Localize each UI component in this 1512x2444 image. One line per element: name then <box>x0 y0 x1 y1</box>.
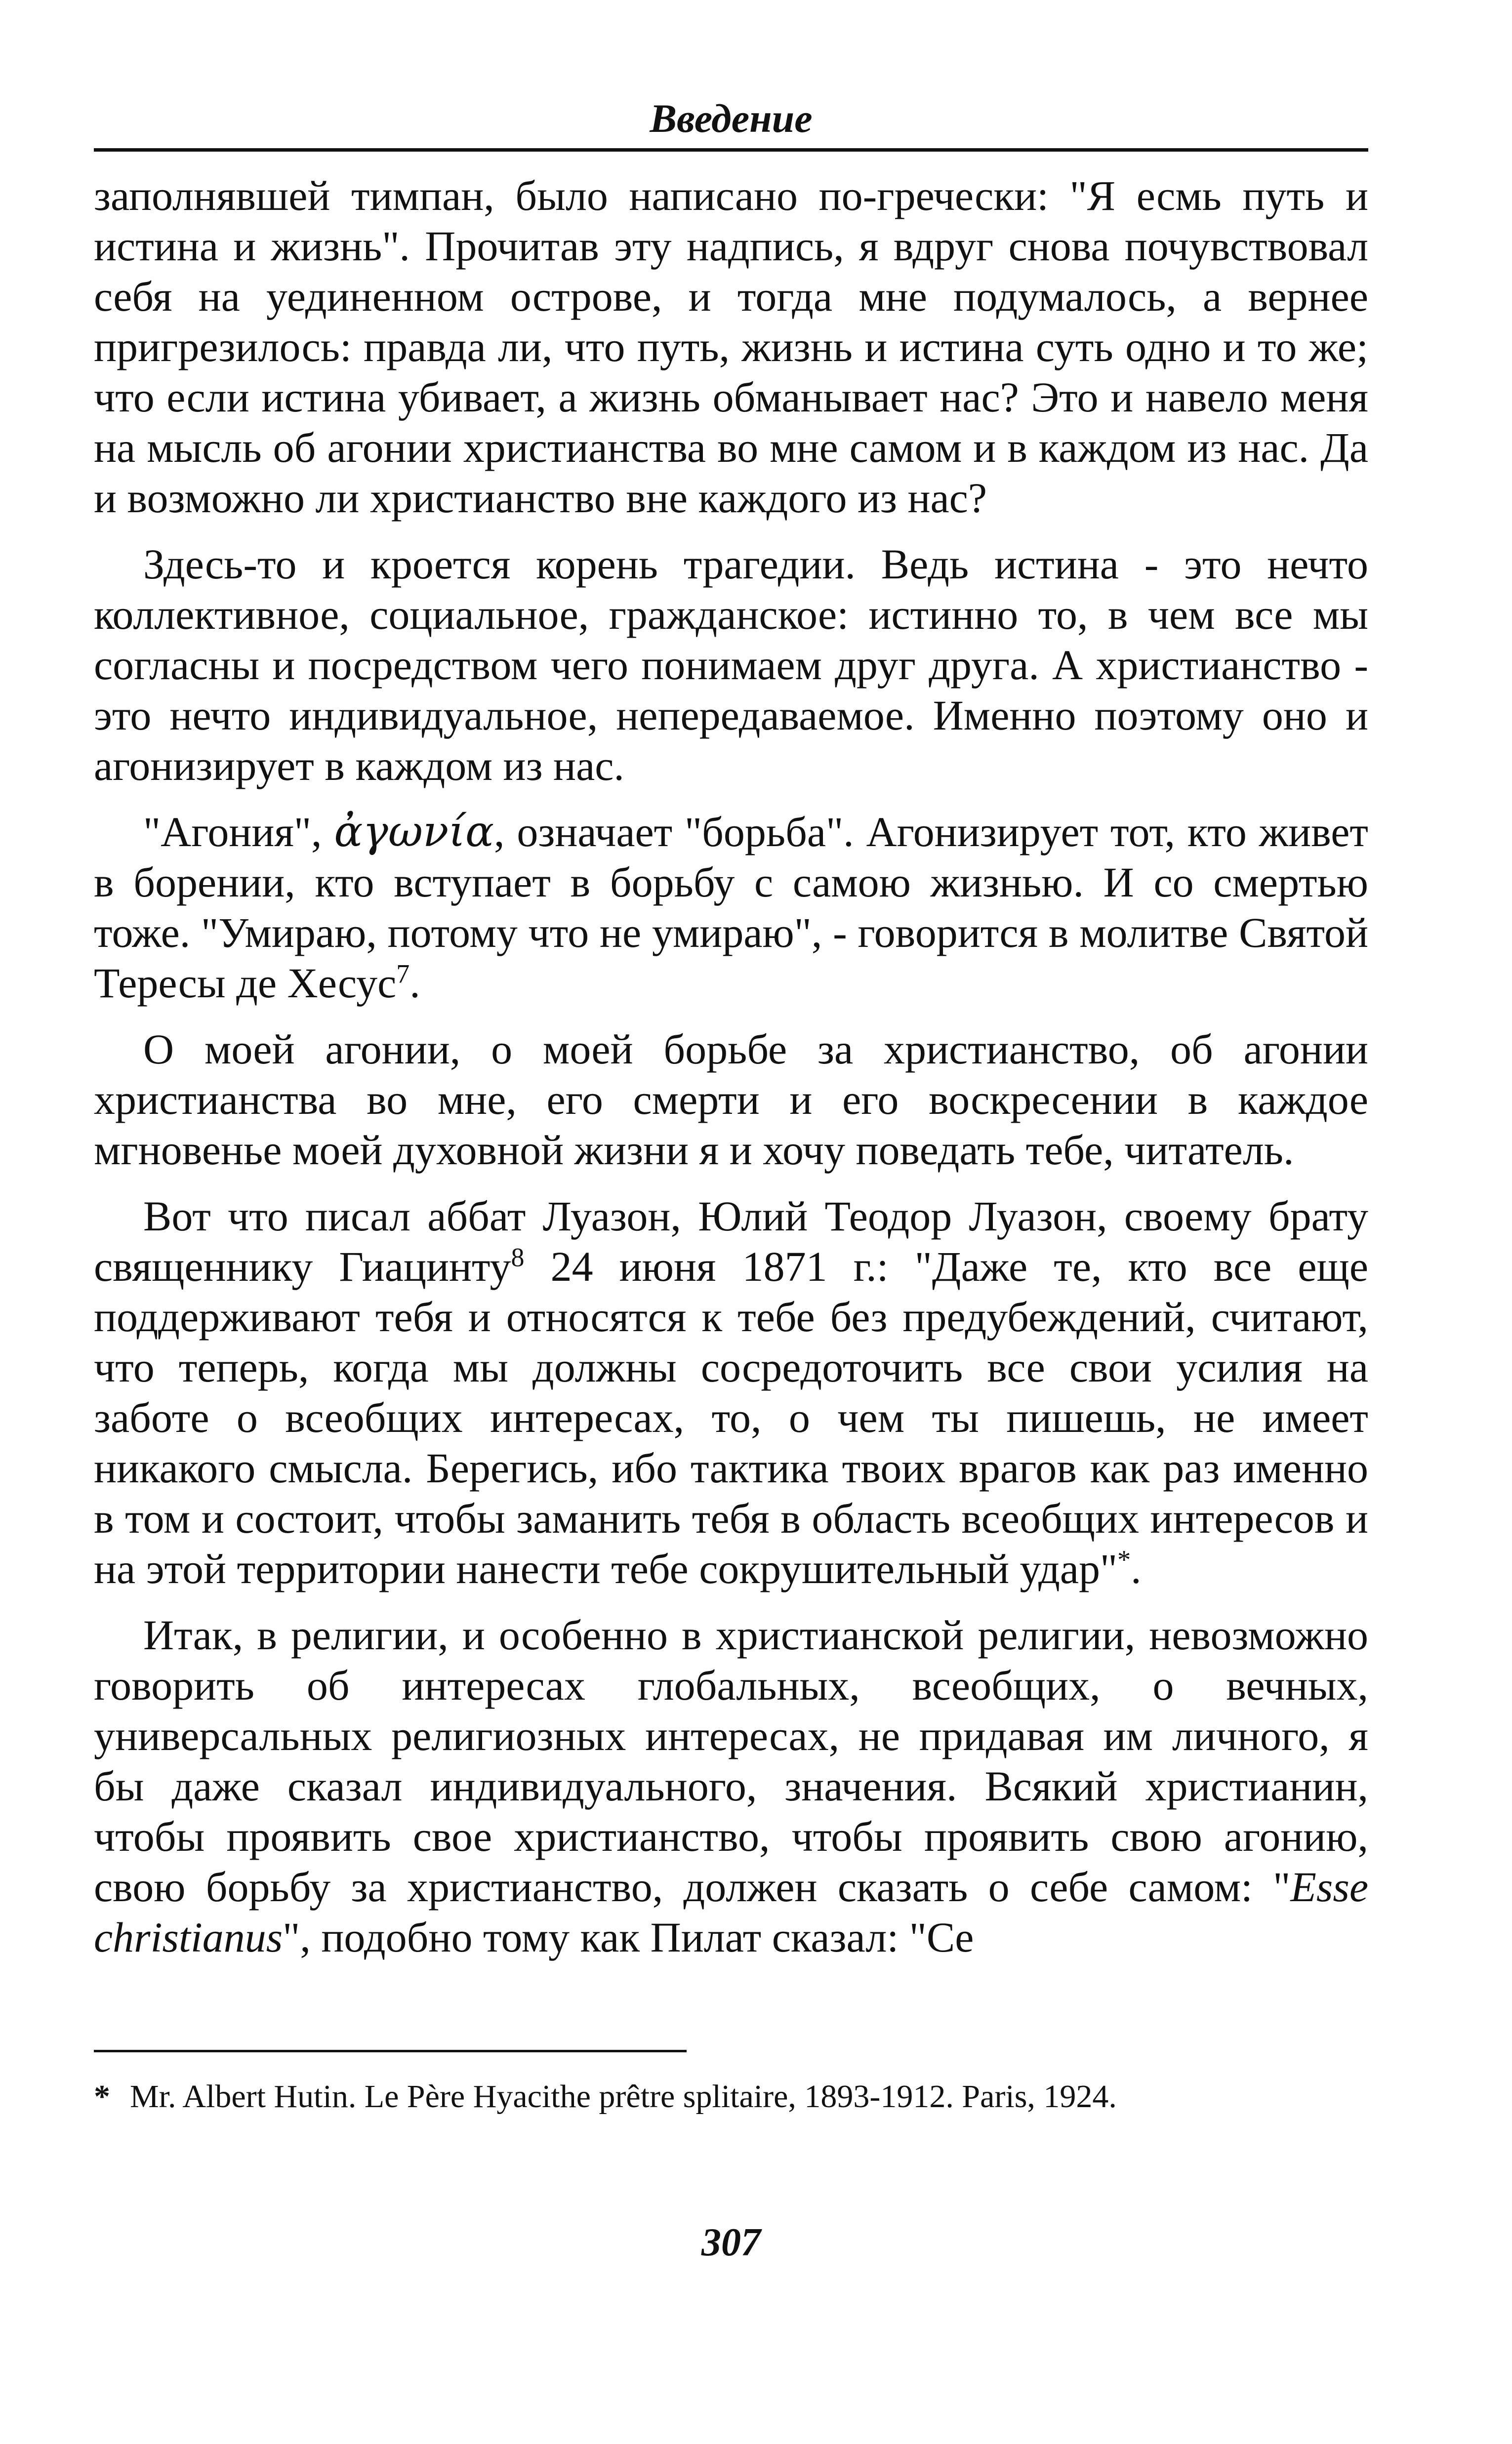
paragraph-4: О моей агонии, о моей борьбе за христианство, об агонии христианства во мне, его смерти и его воскресении в каждое мгновенье моей духовной жизни я и хочу поведать тебе, читатель. <box>94 1025 1368 1174</box>
paragraph-5-text-b: 24 июня 1871 г.: "Даже те, кто все еще поддерживают тебя и относятся к тебе без предубеждений, считают, что теперь, когда мы должны сосредоточить все свои усилия на заботе о всеобщих интересах, то, о чем ты пишешь, не имеет никакого смысла. Берегись, ибо тактика твоих врагов как раз именно в том и состоит, чтобы заманить тебя в область всеобщих интересов и на этой территории нанести тебе сокрушительный удар" <box>94 1243 1368 1592</box>
header-rule <box>94 148 1368 152</box>
paragraph-2: Здесь-то и кроется корень трагедии. Ведь истина - это нечто коллективное, социальное, гражданское: истинно то, в чем все мы согласны и посредством чего понимаем друг друга. А христианство - это нечто индивидуальное, непередаваемое. Именно поэтому оно и агонизирует в каждом из нас. <box>94 540 1368 789</box>
footnote-mark: * <box>94 2078 110 2115</box>
page-number: 307 <box>701 2221 761 2264</box>
paragraph-5 <box>94 1191 1368 1594</box>
paragraph-5-text-a: Вот что писал аббат Луазон, Юлий Теодор Луазон, своему брату священнику Гиацинту <box>94 1192 1368 1290</box>
footnote <box>94 2075 1368 2119</box>
paragraph-6 <box>94 1610 1368 1962</box>
paragraph-3-text-a: "Агония", <box>143 808 334 855</box>
paragraph-5-text-c: . <box>1131 1545 1142 1592</box>
paragraph-6-text-a: Итак, в религии, и особенно в христианской религии, невозможно говорить об интересах глобальных, всеобщих, о вечных, универсальных религиозных интересах, не придавая им личного, я бы даже сказал индивидуального, значения. Всякий христианин, чтобы проявить свое христианство, чтобы проявить свою агонию, свою борьбу за христианство, должен сказать о себе самом: " <box>94 1611 1368 1911</box>
paragraph-1: заполнявшей тимпан, было написано по-гречески: "Я есмь путь и истина и жизнь". Прочитав эту надпись, я вдруг снова почувствовал себя на уединенном острове, и тогда мне подумалось, а вернее пригрезилось: правда ли, что путь, жизнь и истина суть одно и то же; что если истина убивает, а жизнь обманывает нас? Это и навело меня на мысль об агонии христианства во мне самом и в каждом из нас. Да и возможно ли христианство вне каждого из нас? <box>94 172 1368 522</box>
paragraph-3-text-b: , означает "борьба". Агонизирует тот, кто живет в борении, кто вступает в борьбу с самою жизнью. И со смертью тоже. "Умираю, потому что не умираю", - говорится в молитве Святой Тересы де Хесус <box>94 808 1368 1007</box>
paragraph-6-text-b: ", подобно тому как Пилат сказал: "Ce <box>283 1914 974 1961</box>
main-text <box>94 170 1368 1978</box>
running-title: Введение <box>650 96 813 141</box>
greek-word: ἀγωνία <box>334 807 494 856</box>
note-ref-8: 8 <box>511 1242 525 1272</box>
latin-phrase: Esse christianus <box>94 1863 1368 1961</box>
footnote-ref-asterisk: * <box>1117 1545 1131 1575</box>
paragraph-3-text-c: . <box>409 959 420 1007</box>
footnote-text: Mr. Albert Hutin. Le Père Hyacithe prêtre splitaire, 1893-1912. Paris, 1924. <box>130 2078 1117 2115</box>
footnote-rule <box>94 2050 687 2052</box>
paragraph-3 <box>94 807 1368 1008</box>
note-ref-7: 7 <box>396 959 410 989</box>
